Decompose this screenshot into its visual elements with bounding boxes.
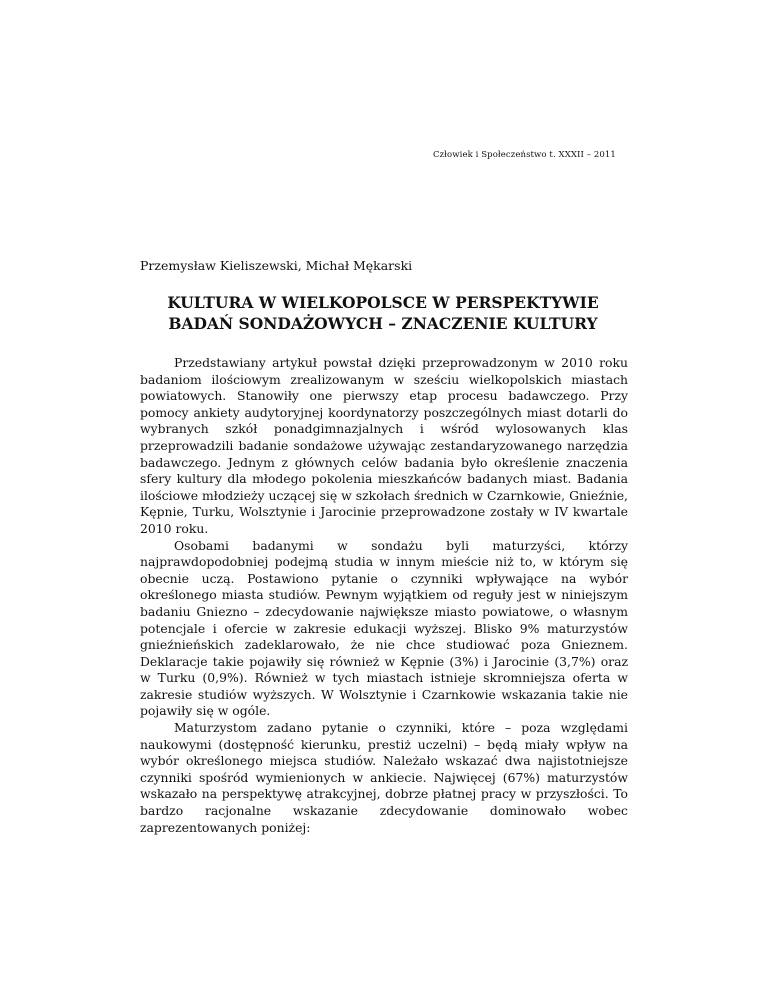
- running-header: [433, 150, 628, 160]
- title-line-1: KULTURA W WIELKOPOLSCE W PERSPEKTYWIE: [167, 293, 599, 312]
- authors-text: Przemysław Kieliszewski, Michał Mękarski: [140, 258, 413, 273]
- paragraph-2: Osobami badanymi w sondażu byli maturzyści, którzy najprawdopodobniej podejmą studia w innym mieście niż to, w którym się obecnie uczą. Postawiono pytanie o czynniki wpływające na wybór określonego miasta studiów. Pewnym wyjątkiem od reguły jest w niniejszym badaniu Gniezno – zdecydowanie największe miasto powiatowe, o własnym potencjale i ofercie w zakresie edukacji wyższej. Blisko 9% maturzystów gnieźnieńskich zadeklarowało, że nie chce studiować poza Gnieznem. Deklaracje takie pojawiły się również w Kępnie (3%) i Jarocinie (3,7%) oraz w Turku (0,9%). Również w tych miastach istnieje skromniejsza oferta w zakresie studiów wyższych. W Wolsztynie i Czarnkowie wskazania takie nie pojawiły się w ogóle.: [140, 537, 628, 719]
- title-line-2: BADAŃ SONDAŻOWYCH – ZNACZENIE KULTURY: [168, 314, 598, 333]
- running-head-text: Człowiek i Społeczeństwo t. XXXII – 2011: [433, 150, 616, 160]
- paragraph-1: Przedstawiany artykuł powstał dzięki przeprowadzonym w 2010 roku badaniom ilościowym zrealizowanym w sześciu wielkopolskich miastach powiatowych. Stanowiły one pierwszy etap procesu badawczego. Przy pomocy ankiety audytoryjnej koordynatorzy poszczególnych miast dotarli do wybranych szkół ponadgimnazjalnych i wśród wylosowanych klas przeprowadzili badanie sondażowe używając zestandaryzowanego narzędzia badawczego. Jednym z głównych celów badania było określenie znaczenia sfery kultury dla młodego pokolenia mieszkańców badanych miast. Badania ilościowe młodzieży uczącej się w szkołach średnich w Czarnkowie, Gnieźnie, Kępnie, Turku, Wolsztynie i Jarocinie przeprowadzone zostały w IV kwartale 2010 roku.: [140, 355, 628, 536]
- article-title: [140, 292, 626, 334]
- article-authors: [140, 258, 412, 273]
- article-body: [140, 355, 628, 836]
- paragraph-3: Maturzystom zadano pytanie o czynniki, które – poza względami naukowymi (dostępność kierunku, prestiż uczelni) – będą miały wpływ na wybór określonego miejsca studiów. Należało wskazać dwa najistotniejsze czynniki spośród wymienionych w ankiecie. Najwięcej (67%) maturzystów wskazało na perspektywę atrakcyjnej, dobrze płatnej pracy w przyszłości. To bardzo racjonalne wskazanie zdecydowanie dominowało wobec zaprezentowanych poniżej:: [140, 720, 628, 835]
